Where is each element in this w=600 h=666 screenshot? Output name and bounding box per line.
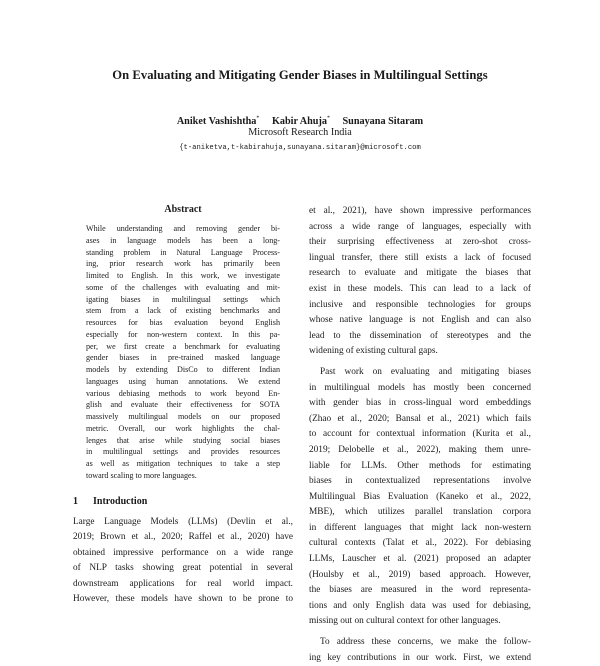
author-2-name: Kabir Ahuja [271, 116, 327, 128]
text-line: et al., 2021), have shown impressive performances [309, 206, 531, 216]
text-line: However, these models have shown to be prone to [73, 594, 293, 605]
text-line: toward scaling to more languages. [86, 470, 197, 480]
section-number: 1 [73, 495, 78, 507]
text-line: languages using human annotations. We extend [86, 376, 280, 386]
abstract-heading: Abstract [164, 204, 202, 215]
text-line: ing, prior research work has primarily been [86, 259, 280, 269]
text-line: Past work on evaluating and mitigating biases [320, 366, 531, 377]
paragraph-past-work [309, 365, 531, 630]
left-column [73, 200, 293, 608]
text-line: in multilingual models has mostly been concerned [309, 382, 531, 393]
text-line: lead to the dissemination of stereotypes and the [309, 330, 531, 341]
text-line: metric. Overall, our work highlights the chal- [86, 423, 280, 433]
text-line: lingual transfer, there still exists a lack of focused [309, 252, 531, 263]
text-line: various debiasing methods to work beyond En- [86, 388, 280, 398]
text-line: limited to English. In this work, we investigate [86, 271, 280, 280]
text-line: whose native language is not English and can also [309, 315, 531, 326]
text-line: especially for non-western context. In this pa- [86, 329, 280, 339]
text-line: missing out on cultural context for other languages. [309, 616, 501, 627]
text-line: While understanding and removing gender bi- [86, 224, 280, 233]
text-line: LLMs, Lauscher et al. (2021) proposed an adapter [309, 554, 531, 565]
text-line: biases in contextualized representations involve [309, 476, 531, 487]
text-line: ases in language models has been a long- [86, 235, 280, 245]
text-line: Large Language Models (LLMs) (Devlin et al., [73, 516, 293, 527]
text-line: gender biases in pre-trained masked language [86, 353, 280, 363]
text-line: ing key contributions in our work. First, we extend [309, 652, 531, 663]
author-emails: {t-aniketva,t-kabirahuja,sunayana.sitaram}@microsoft.com [179, 144, 421, 152]
text-line: obtained impressive performance on a wide range [73, 547, 293, 558]
paragraph-contributions [309, 635, 531, 666]
text-line: of NLP tasks showing great potential in several [73, 563, 293, 574]
text-line: widening of existing cultural gaps. [309, 346, 438, 357]
text-line: 2019; Delobelle et al., 2022), making them unre- [309, 444, 531, 455]
text-line: models by extending DisCo to different Indian [86, 365, 280, 374]
text-line: research to evaluate and mitigate the biases that [309, 268, 531, 279]
text-line: some of the challenges with evaluating and mit- [86, 282, 280, 292]
text-line: Multilingual Bias Evaluation (Kaneko et al., 2022, [309, 491, 531, 502]
text-line: resources for bias evaluation beyond English [86, 318, 280, 327]
text-line: downstream applications for real world impact. [73, 578, 293, 589]
abstract-body [86, 223, 280, 482]
text-line: 2019; Brown et al., 2020; Raffel et al., 2020) have [73, 532, 293, 543]
text-line: massively multilingual models on our proposed [86, 412, 280, 421]
text-line: their surprising effectiveness at zero-shot cross- [309, 237, 531, 248]
text-line: the biases are measured in the word representa- [309, 585, 531, 596]
text-line: glish and evaluate their effectiveness for SOTA [86, 400, 280, 410]
text-line: tions and only English data was used for debiasing, [309, 600, 531, 611]
text-line: igating biases in multilingual settings which [86, 294, 280, 304]
introduction-body [73, 515, 293, 609]
right-column [309, 204, 531, 666]
paragraph-continuation [309, 204, 531, 360]
text-line: as well as mitigation techniques to take a step [86, 459, 280, 468]
text-line: cultural contexts (Talat et al., 2022). For debiasing [309, 538, 531, 549]
text-line: MBE), which utilizes parallel translation corpora [309, 507, 531, 518]
text-line: stem from a lack of existing benchmarks and [86, 306, 280, 316]
section-title: Introduction [93, 495, 148, 507]
text-line: exist in these models. This can lead to a lack of [309, 283, 531, 294]
text-line: To address these concerns, we make the follow- [320, 637, 531, 648]
text-line: (Houlsby et al., 2019) based approach. However, [309, 569, 531, 580]
text-line: lenges that arise while studying social biases [86, 435, 280, 445]
text-line: to account for contextual information (Kurita et al., [309, 429, 531, 440]
section-heading-introduction [73, 495, 293, 509]
text-line: per, we first create a benchmark for evaluating [86, 341, 280, 351]
affiliation: Microsoft Research India [248, 127, 352, 138]
author-2-mark: * [326, 116, 330, 122]
author-1-mark: * [256, 116, 260, 122]
text-line: with gender bias in cross-lingual word embeddings [309, 398, 531, 409]
text-line: in multilingual settings and provides resources [86, 447, 280, 457]
text-line: liable for LLMs. Other methods for estimating [309, 460, 531, 471]
text-line: in different languages that might lack non-western [309, 522, 531, 533]
text-line: (Zhao et al., 2020; Bansal et al., 2021) which fails [309, 413, 531, 424]
paper-title: On Evaluating and Mitigating Gender Biases in Multilingual Settings [112, 68, 488, 82]
author-3-name: Sunayana Sitaram [342, 116, 424, 128]
author-1-name: Aniket Vashishtha [176, 116, 257, 128]
text-line: inclusive and responsible technologies for groups [309, 299, 531, 310]
text-line: across a wide range of languages, especially with [309, 221, 531, 232]
text-line: standing problem in Natural Language Process- [86, 247, 280, 257]
